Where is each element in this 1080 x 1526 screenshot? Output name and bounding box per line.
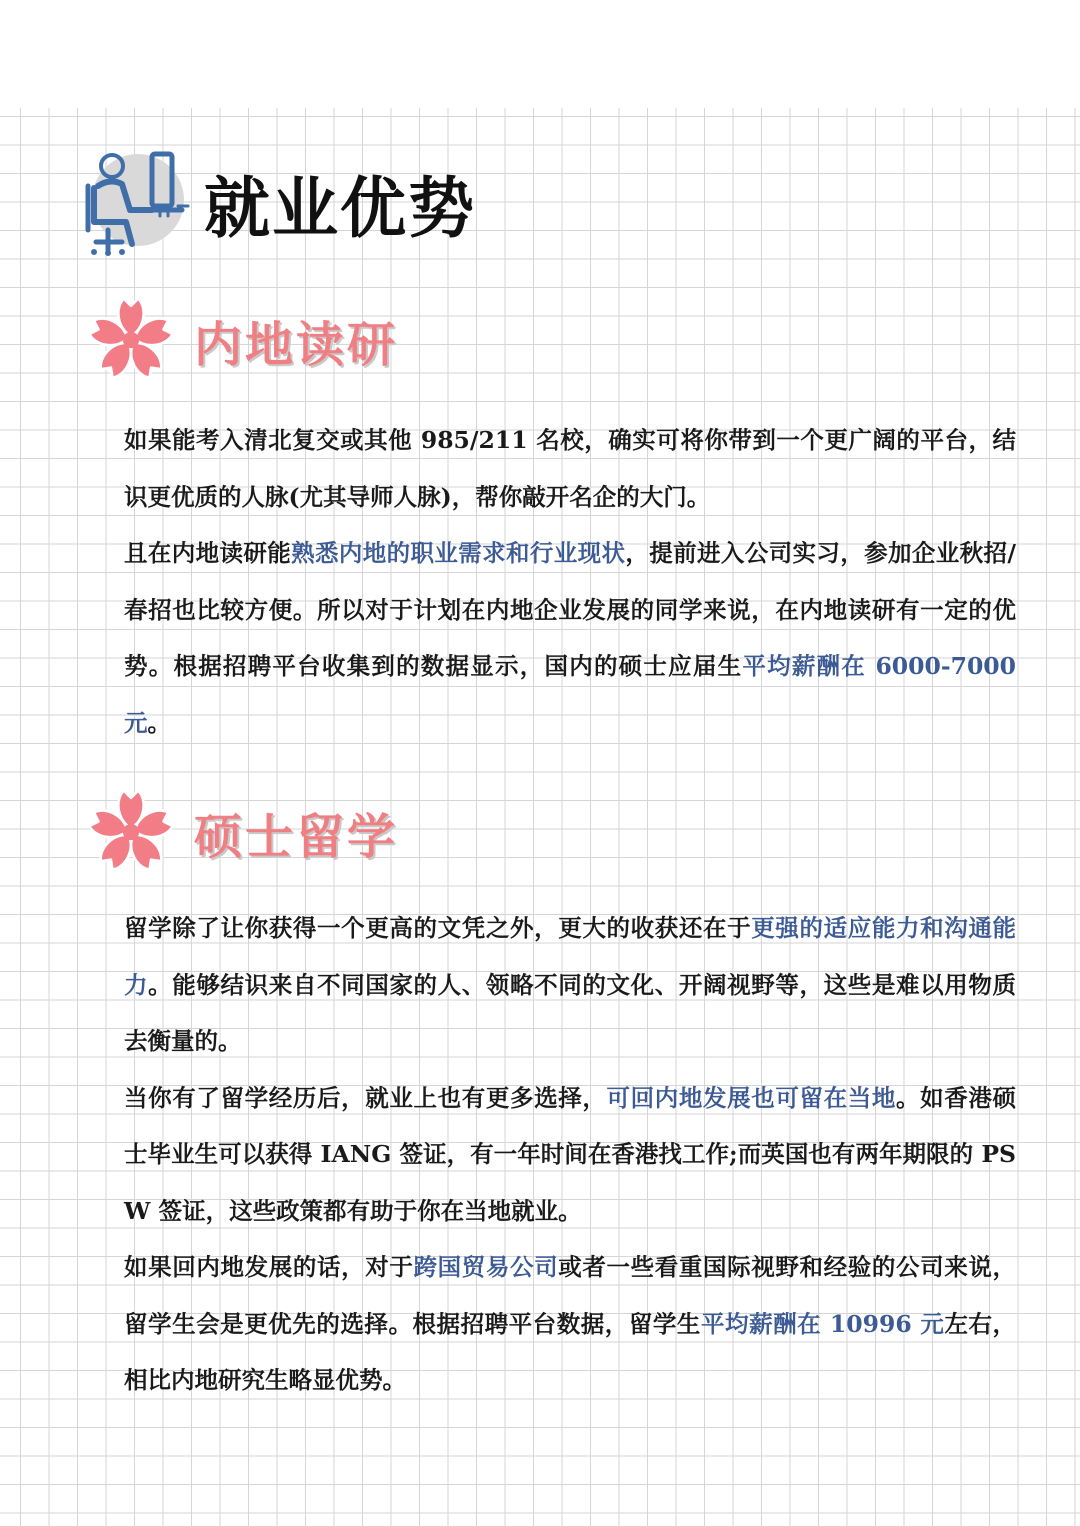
highlight-text: 熟悉内地的职业需求和行业现状 (291, 539, 626, 567)
text-run: ，提前进入公司实习，参加企业秋招/春招也比较方便。所以对于计划在内地企业发展的同学来说，在内地读研有一定的优势。根据招聘平台收集到的数据显示，国内的硕士应届生 (124, 539, 1017, 680)
section-body-overseas (124, 900, 1016, 1409)
section-body-domestic (124, 412, 1016, 751)
section-title: 硕士留学 (194, 808, 399, 865)
section-heading-domestic (86, 292, 398, 388)
paragraph (124, 1239, 1016, 1409)
highlight-text: 可回内地发展也可留在当地 (606, 1083, 896, 1112)
text-run: 或者一些看重国际视野和经验的公司来说，留学生会是更优先的选择。根据招聘平台数据，留学生 (124, 1253, 1016, 1338)
flower-icon (86, 787, 176, 877)
page-header (82, 146, 476, 258)
highlight-text: 平均薪酬在 6000-7000 元 (124, 652, 1017, 737)
text-run: 留学除了让你获得一个更高的文凭之外，更大的收获还在于 (124, 914, 752, 942)
text-run: 。能够结识来自不同国家的人、领略不同的文化、开阔视野等，这些是难以用物质去衡量的。 (124, 970, 1016, 1055)
flower-icon (86, 295, 176, 385)
paragraph (124, 1070, 1016, 1240)
highlight-text: 平均薪酬在 10996 元 (700, 1309, 945, 1338)
text-run: 。 (147, 708, 171, 737)
desk-worker-icon (82, 146, 194, 258)
section-title: 内地读研 (194, 316, 399, 373)
text-run: 。如香港硕士毕业生可以获得 IANG 签证，有一年时间在香港找工作;而英国也有两年期限的 PSW 签证，这些政策都有助于你在当地就业。 (124, 1083, 1016, 1225)
section-heading-overseas (86, 784, 398, 880)
paragraph (124, 900, 1016, 1070)
text-run: 如果能考入清北复交或其他 985/211 名校，确实可将你带到一个更广阔的平台，结识更优质的人脉(尤其导师人脉)，帮你敲开名企的大门。 (124, 426, 1016, 511)
highlight-text: 更强的适应能力和沟通能力 (124, 914, 1016, 999)
highlight-text: 跨国贸易公司 (413, 1253, 559, 1281)
text-run: 如果回内地发展的话，对于 (124, 1253, 414, 1281)
paragraph (124, 412, 1016, 525)
text-run: 且在内地读研能 (124, 539, 292, 567)
text-run: 左右，相比内地研究生略显优势。 (124, 1309, 1017, 1394)
text-run: 当你有了留学经历后，就业上也有更多选择， (124, 1083, 607, 1112)
paragraph (124, 525, 1016, 751)
page-title: 就业优势 (204, 169, 476, 247)
